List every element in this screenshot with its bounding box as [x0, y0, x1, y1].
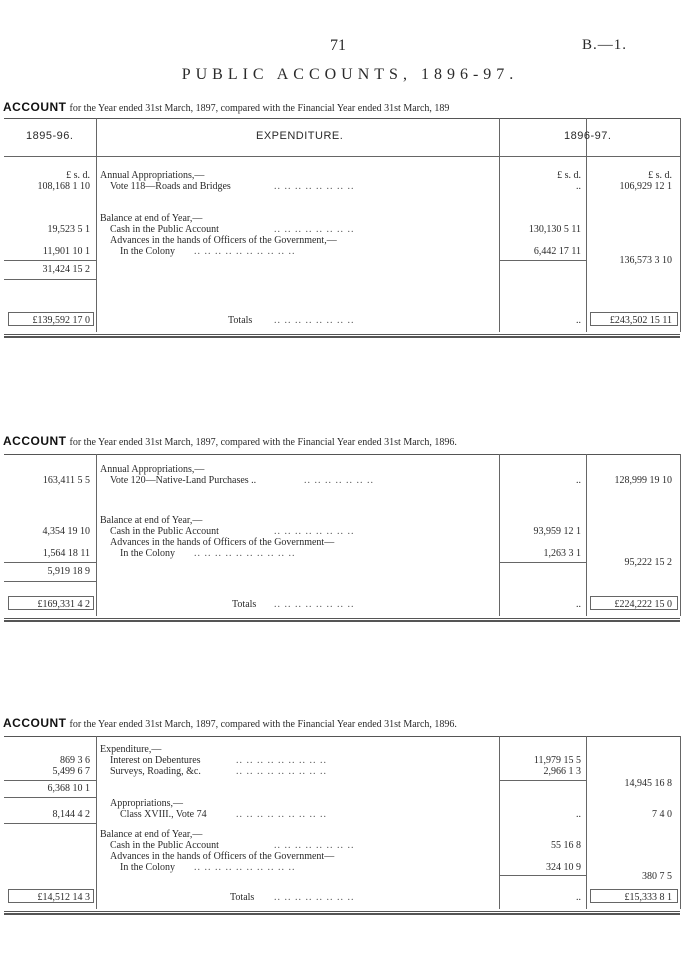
cell-col1: ..: [576, 475, 581, 486]
row-label: Balance at end of Year,—: [100, 829, 203, 840]
row-label: Vote 118—Roads and Bridges: [110, 181, 231, 192]
cell-col1: 55 16 8: [551, 840, 581, 851]
leader-dots: .. .. .. .. .. .. .. .. .. ..: [194, 548, 296, 559]
subtotal-rule: [499, 780, 586, 781]
row-label: In the Colony: [120, 548, 175, 559]
cell-prev: 163,411 5 5: [42, 475, 90, 486]
row-label: Balance at end of Year,—: [100, 515, 203, 526]
column-divider: [96, 454, 97, 616]
page-reference: B.—1.: [582, 37, 628, 53]
row-label: In the Colony: [120, 246, 175, 257]
row-label: Class XVIII., Vote 74: [120, 809, 207, 820]
subtotal-rule: [499, 875, 586, 876]
leader-dots: .. .. .. .. .. .. .. .. ..: [236, 755, 327, 766]
account-1-title-rest: for the Year ended 31st March, 1897, compared with the Financial Year ended 31st March, 189: [69, 103, 450, 114]
cell-col2: 106,929 12 1: [619, 181, 672, 192]
totals-label: Totals: [232, 599, 257, 610]
leader-dots: .. .. .. .. .. .. .. ..: [274, 181, 355, 192]
total-col1: ..: [576, 315, 581, 326]
leader-dots: .. .. .. .. .. .. .. .. .. ..: [194, 246, 296, 257]
cell-col2: 14,945 16 8: [624, 778, 672, 789]
cell-prev: 19,523 5 1: [47, 224, 90, 235]
cell-col1: 93,959 12 1: [533, 526, 581, 537]
table-top-border: [4, 736, 680, 737]
account-3-title: [3, 716, 457, 730]
leader-dots: .. .. .. .. .. .. .. ..: [274, 315, 355, 326]
cell-col2: 136,573 3 10: [619, 255, 672, 266]
leader-dots: .. .. .. .. .. .. .. .. .. ..: [194, 862, 296, 873]
cell-col2: 95,222 15 2: [624, 557, 672, 568]
cell-col1: 324 10 9: [546, 862, 581, 873]
leader-dots: .. .. .. .. .. .. .. ..: [274, 599, 355, 610]
column-divider: [680, 736, 681, 909]
table-top-border: [4, 118, 680, 119]
subtotal-rule: [4, 279, 96, 280]
leader-dots: .. .. .. .. .. .. .. ..: [274, 224, 355, 235]
row-label: Advances in the hands of Officers of the Government—: [110, 851, 335, 862]
subtotal-rule: [499, 562, 586, 563]
table-bottom-border: [4, 913, 680, 915]
account-3-title-bold: ACCOUNT: [3, 716, 67, 730]
cell-col2: 380 7 5: [642, 871, 672, 882]
account-1-table: [4, 118, 680, 332]
units-col1: £ s. d.: [557, 170, 581, 181]
total-col2: £224,222 15 0: [614, 599, 672, 610]
cell-prev: 5,499 6 7: [52, 766, 90, 777]
total-prev: £139,592 17 0: [32, 315, 90, 326]
row-label: Vote 120—Native-Land Purchases ..: [110, 475, 257, 486]
cell-col1: ..: [576, 181, 581, 192]
table-bottom-border: [4, 334, 680, 335]
column-divider: [680, 454, 681, 616]
total-col2: £15,333 8 1: [624, 892, 672, 903]
total-prev: £14,512 14 3: [37, 892, 90, 903]
cell-col1: 6,442 17 11: [533, 246, 581, 257]
total-prev: £169,331 4 2: [37, 599, 90, 610]
cell-prev: 11,901 10 1: [42, 246, 90, 257]
cell-prev: 5,919 18 9: [47, 566, 90, 577]
row-label: Appropriations,—: [110, 798, 184, 809]
row-label: Surveys, Roading, &c.: [110, 766, 201, 777]
page-title: PUBLIC ACCOUNTS, 1896-97.: [181, 66, 519, 83]
cell-prev: 4,354 19 10: [42, 526, 90, 537]
header-expenditure: EXPENDITURE.: [256, 130, 344, 142]
row-label: Annual Appropriations,—: [100, 464, 205, 475]
subtotal-rule: [499, 260, 586, 261]
units-prev: £ s. d.: [66, 170, 90, 181]
account-3-table: [4, 736, 680, 909]
subtotal-rule: [4, 823, 96, 824]
cell-col2: 7 4 0: [652, 809, 672, 820]
cell-prev: 8,144 4 2: [52, 809, 90, 820]
row-label: Expenditure,—: [100, 744, 162, 755]
account-3-title-rest: for the Year ended 31st March, 1897, compared with the Financial Year ended 31st March, 1896.: [69, 719, 457, 730]
header-divider: [4, 156, 680, 157]
leader-dots: .. .. .. .. .. .. ..: [304, 475, 374, 486]
cell-col1: ..: [576, 809, 581, 820]
row-label: Advances in the hands of Officers of the Government—: [110, 537, 335, 548]
totals-label: Totals: [230, 892, 255, 903]
subtotal-rule: [4, 797, 96, 798]
account-2-title: [3, 434, 457, 448]
total-col2: £243,502 15 11: [609, 315, 672, 326]
leader-dots: .. .. .. .. .. .. .. ..: [274, 840, 355, 851]
subtotal-rule: [4, 581, 96, 582]
cell-prev: 1,564 18 11: [42, 548, 90, 559]
row-label: Cash in the Public Account: [110, 526, 219, 537]
header-prev-year: 1895-96.: [26, 130, 74, 142]
cell-col1: 130,130 5 11: [528, 224, 581, 235]
row-label: Annual Appropriations,—: [100, 170, 205, 181]
header-current-year: 1896-97.: [564, 130, 612, 142]
table-bottom-border: [4, 618, 680, 619]
page-number: 71: [330, 37, 346, 54]
table-bottom-border: [4, 620, 680, 622]
leader-dots: .. .. .. .. .. .. .. .. ..: [236, 766, 327, 777]
column-divider: [586, 736, 587, 909]
account-2-title-rest: for the Year ended 31st March, 1897, compared with the Financial Year ended 31st March, 1896.: [69, 437, 457, 448]
row-label: Cash in the Public Account: [110, 224, 219, 235]
cell-col1: 2,966 1 3: [543, 766, 581, 777]
row-label: In the Colony: [120, 862, 175, 873]
leader-dots: .. .. .. .. .. .. .. ..: [274, 892, 355, 903]
total-col1: ..: [576, 599, 581, 610]
subtotal-rule: [4, 562, 96, 563]
table-bottom-border: [4, 336, 680, 338]
total-col1: ..: [576, 892, 581, 903]
column-divider: [586, 118, 587, 332]
table-top-border: [4, 454, 680, 455]
cell-prev: 869 3 6: [60, 755, 90, 766]
subtotal-rule: [4, 260, 96, 261]
subtotal-rule: [4, 780, 96, 781]
cell-prev: 31,424 15 2: [42, 264, 90, 275]
table-bottom-border: [4, 911, 680, 912]
account-1-title-bold: ACCOUNT: [3, 100, 67, 114]
leader-dots: .. .. .. .. .. .. .. .. ..: [236, 809, 327, 820]
account-2-table: [4, 454, 680, 616]
row-label: Cash in the Public Account: [110, 840, 219, 851]
column-divider: [96, 736, 97, 909]
units-col2: £ s. d.: [648, 170, 672, 181]
row-label: Interest on Debentures: [110, 755, 201, 766]
cell-col2: 128,999 19 10: [614, 475, 672, 486]
account-1-title: [3, 100, 449, 114]
leader-dots: .. .. .. .. .. .. .. ..: [274, 526, 355, 537]
account-2-title-bold: ACCOUNT: [3, 434, 67, 448]
row-label: Balance at end of Year,—: [100, 213, 203, 224]
row-label: Advances in the hands of Officers of the Government,—: [110, 235, 337, 246]
cell-col1: 1,263 3 1: [543, 548, 581, 559]
cell-col1: 11,979 15 5: [533, 755, 581, 766]
column-divider: [680, 118, 681, 332]
cell-prev: 6,368 10 1: [47, 783, 90, 794]
cell-prev: 108,168 1 10: [37, 181, 90, 192]
column-divider: [96, 118, 97, 332]
totals-label: Totals: [228, 315, 253, 326]
